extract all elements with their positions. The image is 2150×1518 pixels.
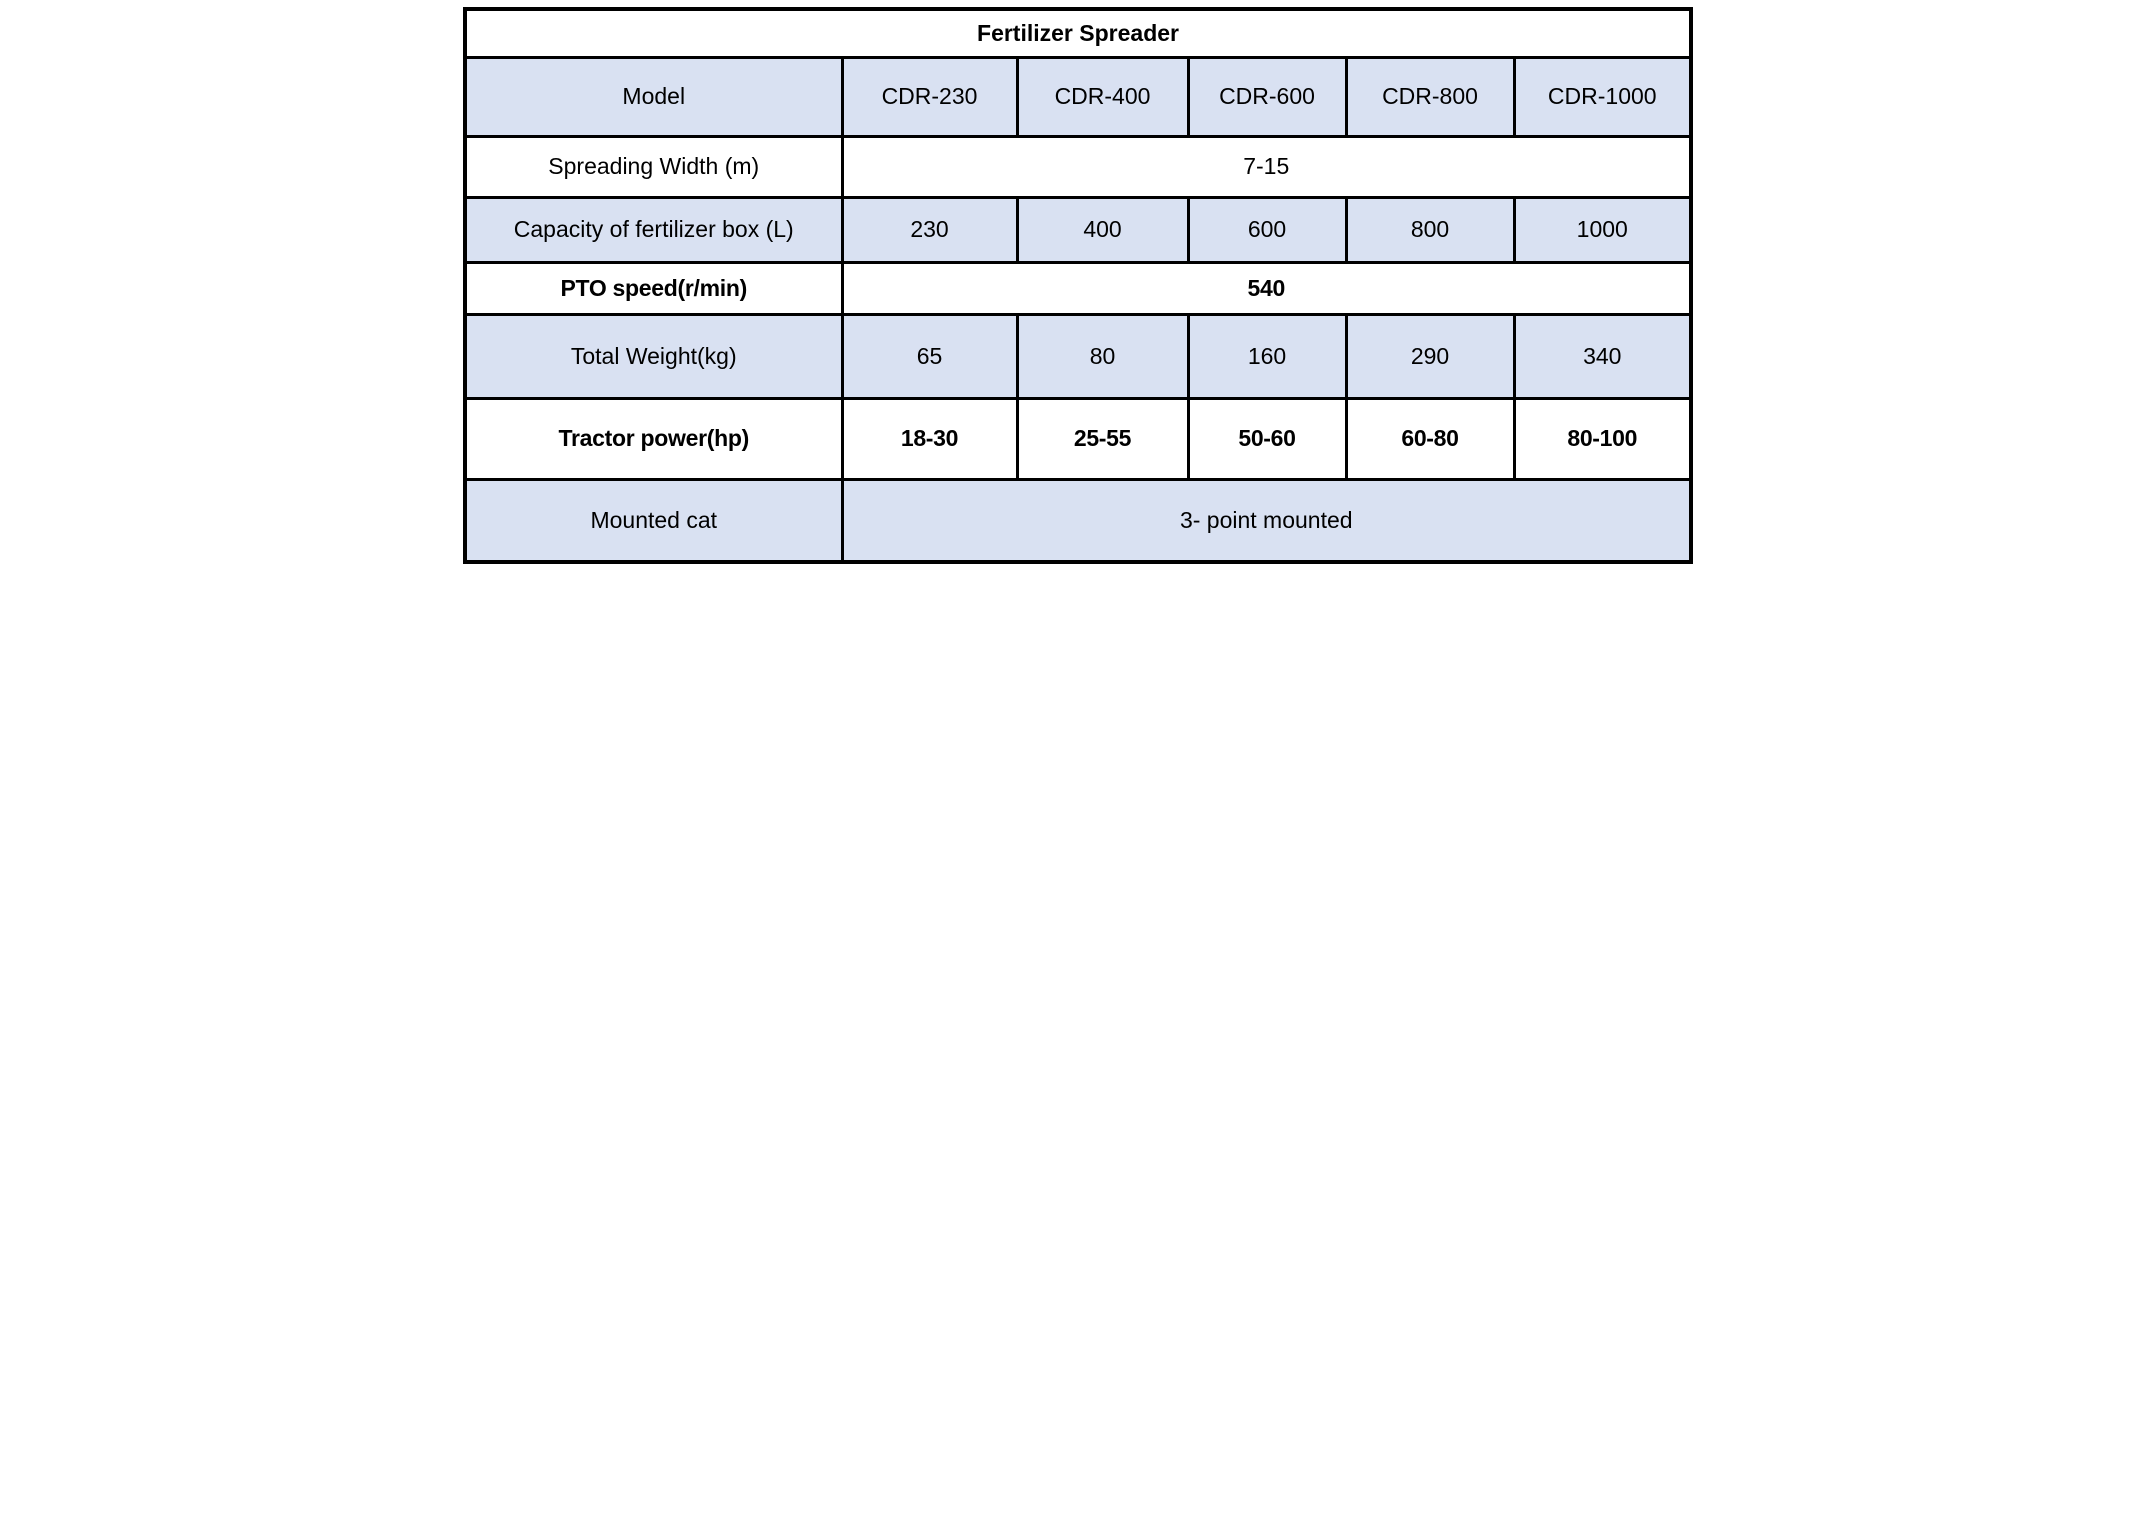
weight-cell-65: 65 xyxy=(842,314,1017,398)
weight-cell-290: 290 xyxy=(1346,314,1514,398)
capacity-cell-400: 400 xyxy=(1017,197,1188,262)
row-label-model: Model xyxy=(465,57,842,136)
total-weight-row xyxy=(465,314,1691,398)
table-title: Fertilizer Spreader xyxy=(465,9,1691,57)
model-cell-cdr-1000: CDR-1000 xyxy=(1514,57,1691,136)
row-label-total-weight: Total Weight(kg) xyxy=(465,314,842,398)
spreading-width-value-cell: 7-15 xyxy=(842,136,1691,197)
model-cell-cdr-400: CDR-400 xyxy=(1017,57,1188,136)
row-label-spreading-width: Spreading Width (m) xyxy=(465,136,842,197)
tractor-power-row xyxy=(465,398,1691,479)
row-label-mounted-cat: Mounted cat xyxy=(465,479,842,562)
capacity-cell-1000: 1000 xyxy=(1514,197,1691,262)
row-label-pto-speed: PTO speed(r/min) xyxy=(465,262,842,314)
capacity-row xyxy=(465,197,1691,262)
weight-cell-340: 340 xyxy=(1514,314,1691,398)
spreading-width-row xyxy=(465,136,1691,197)
pto-speed-row xyxy=(465,262,1691,314)
tractor-power-cell-60-80: 60-80 xyxy=(1346,398,1514,479)
tractor-power-cell-18-30: 18-30 xyxy=(842,398,1017,479)
model-header-row xyxy=(465,57,1691,136)
fertilizer-spreader-spec-table xyxy=(463,7,1693,564)
weight-cell-160: 160 xyxy=(1188,314,1346,398)
tractor-power-cell-25-55: 25-55 xyxy=(1017,398,1188,479)
title-row xyxy=(465,9,1691,57)
tractor-power-cell-50-60: 50-60 xyxy=(1188,398,1346,479)
row-label-capacity: Capacity of fertilizer box (L) xyxy=(465,197,842,262)
model-cell-cdr-230: CDR-230 xyxy=(842,57,1017,136)
capacity-cell-800: 800 xyxy=(1346,197,1514,262)
model-cell-cdr-800: CDR-800 xyxy=(1346,57,1514,136)
weight-cell-80: 80 xyxy=(1017,314,1188,398)
pto-speed-value-cell: 540 xyxy=(842,262,1691,314)
capacity-cell-600: 600 xyxy=(1188,197,1346,262)
row-label-tractor-power: Tractor power(hp) xyxy=(465,398,842,479)
mounted-cat-row xyxy=(465,479,1691,562)
tractor-power-cell-80-100: 80-100 xyxy=(1514,398,1691,479)
model-cell-cdr-600: CDR-600 xyxy=(1188,57,1346,136)
capacity-cell-230: 230 xyxy=(842,197,1017,262)
mounted-cat-value-cell: 3- point mounted xyxy=(842,479,1691,562)
